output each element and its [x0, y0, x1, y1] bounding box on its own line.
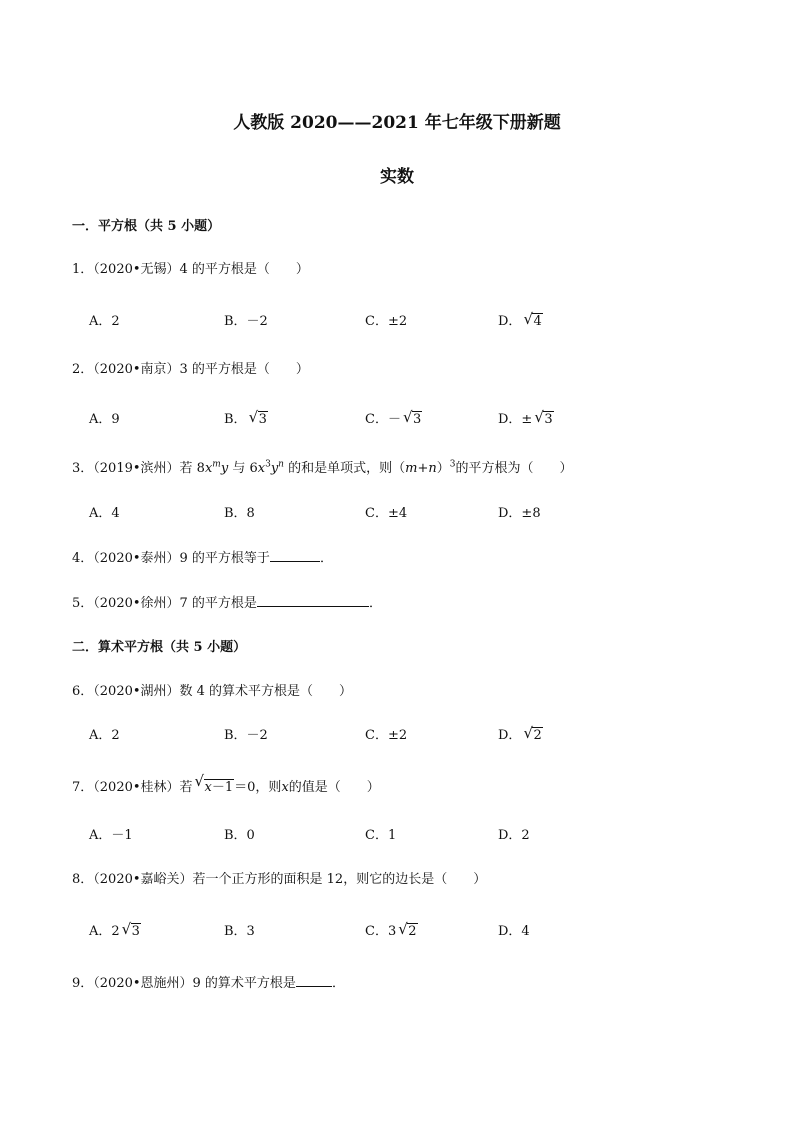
sqrt-expression: √ 3	[248, 408, 267, 427]
option-a: A．2 √ 3	[89, 920, 140, 939]
option-a: A．－1	[89, 828, 133, 843]
sqrt-expression: √ 4	[523, 310, 542, 329]
question-7: 7．（2020•桂林）若 √ x－1＝0，则x的值是（ ）	[72, 772, 380, 795]
option-d: D． √ 4	[498, 310, 542, 329]
question-3-options	[89, 502, 729, 522]
question-7-options	[89, 824, 729, 844]
option-c: C．1	[365, 828, 397, 843]
question-8: 8．（2020•嘉峪关）若一个正方形的面积是 12，则它的边长是（ ）	[72, 872, 487, 887]
question-1: 1．（2020•无锡）4 的平方根是（ ）	[72, 262, 309, 277]
question-5: 5．（2020•徐州）7 的平方根是 ．	[72, 592, 382, 611]
sqrt-expression: √ 3	[402, 408, 422, 427]
option-a: A．2	[89, 314, 120, 329]
answer-blank[interactable]	[270, 548, 320, 562]
answer-blank[interactable]	[257, 593, 369, 607]
question-9: 9．（2020•恩施州）9 的算术平方根是 ．	[72, 972, 345, 991]
question-2-options	[89, 408, 729, 428]
question-2: 2．（2020•南京）3 的平方根是（ ）	[72, 362, 309, 377]
question-6: 6．（2020•湖州）数 4 的算术平方根是（ ）	[72, 684, 353, 699]
sqrt-expression: √ x－1	[194, 772, 234, 795]
option-b: B． √ 3	[224, 408, 267, 427]
document-subtitle: 实数	[380, 167, 414, 187]
option-a: A．4	[89, 506, 120, 521]
sqrt-expression: √ 2	[523, 724, 542, 743]
option-c: C．±4	[365, 506, 408, 521]
sqrt-expression: √ 3	[121, 920, 140, 939]
question-1-options	[89, 310, 729, 330]
question-6-options	[89, 724, 729, 744]
option-c: C．－ √ 3	[365, 408, 422, 427]
document-title: 人教版 2020——2021 年七年级下册新题	[233, 113, 561, 133]
option-d: D． √ 2	[498, 724, 542, 743]
option-d: D．± √ 3	[498, 408, 553, 427]
question-3: 3．（2019•滨州）若 $8x^my$ 与 $6x^3y^n$ 的和是单项式，则$(m+n)^3$的平方根为（ ）	[72, 459, 573, 476]
option-b: B．0	[224, 828, 255, 843]
answer-blank[interactable]	[296, 973, 332, 987]
option-b: B．－2	[224, 314, 268, 329]
section-heading-arithmetic-square-roots: 二．算术平方根（共 5 小题）	[72, 640, 247, 655]
option-d: D．±8	[498, 506, 541, 521]
option-d: D．2	[498, 828, 530, 843]
sqrt-expression: √ 2	[398, 920, 417, 939]
question-4: 4．（2020•泰州）9 的平方根等于 ．	[72, 547, 333, 566]
question-8-options	[89, 920, 729, 940]
sqrt-expression: √ 3	[534, 408, 553, 427]
option-b: B．3	[224, 924, 255, 939]
option-d: D．4	[498, 924, 530, 939]
option-c: C．±2	[365, 728, 408, 743]
option-c: C．±2	[365, 314, 408, 329]
option-a: A．9	[89, 412, 120, 427]
option-c: C．3 √ 2	[365, 920, 417, 939]
section-heading-square-roots: 一．平方根（共 5 小题）	[72, 219, 221, 234]
option-b: B．－2	[224, 728, 268, 743]
option-a: A．2	[89, 728, 120, 743]
option-b: B．8	[224, 506, 255, 521]
